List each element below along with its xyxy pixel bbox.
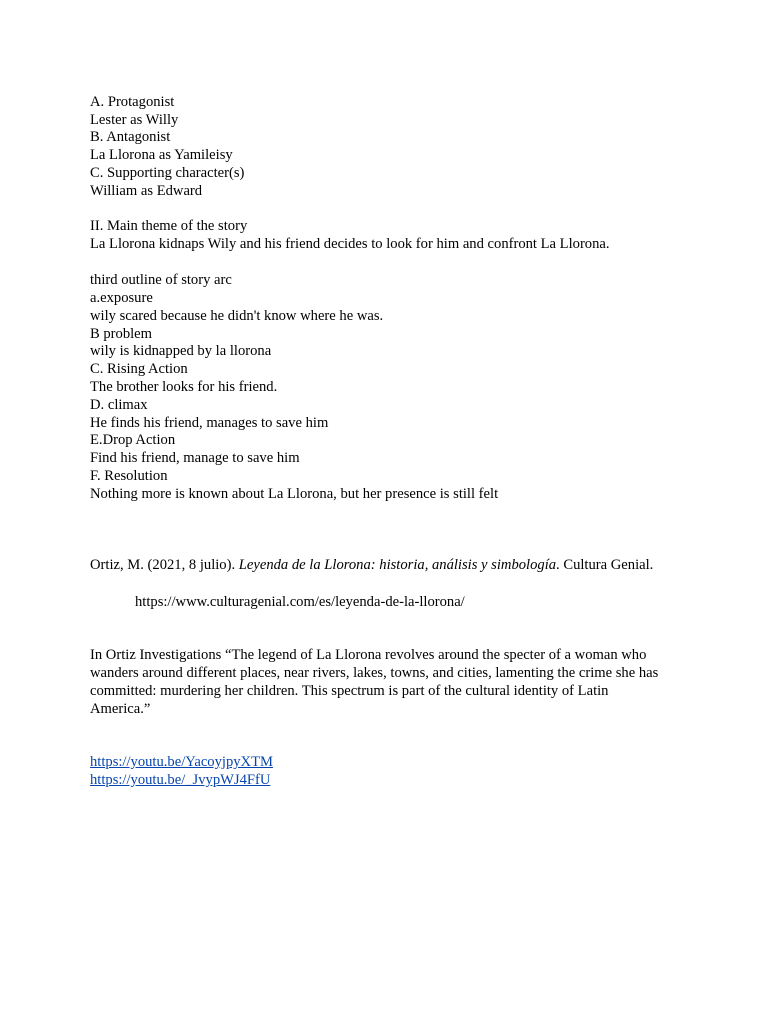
arc-resolution-text: Nothing more is known about La Llorona, but her presence is still felt — [90, 486, 499, 502]
theme-text: La Llorona kidnaps Wily and his friend decides to look for him and confront La Llorona. — [90, 236, 610, 252]
supporting-value: William as Edward — [90, 183, 203, 199]
arc-rising-heading: C. Rising Action — [90, 361, 188, 377]
protagonist-heading: A. Protagonist — [90, 94, 175, 110]
arc-problem-text: wily is kidnapped by la llorona — [90, 343, 272, 359]
citation — [90, 557, 653, 575]
arc-drop-text: Find his friend, manage to save him — [90, 450, 300, 466]
arc-exposure-text: wily scared because he didn't know where he was. — [90, 308, 384, 324]
supporting-heading: C. Supporting character(s) — [90, 165, 245, 181]
arc-climax-heading: D. climax — [90, 397, 148, 413]
antagonist-heading: B. Antagonist — [90, 129, 171, 145]
citation-prefix: Ortiz, M. (2021, 8 julio). — [90, 557, 239, 573]
arc-resolution-heading: F. Resolution — [90, 468, 168, 484]
quote-line-3: committed: murdering her children. This spectrum is part of the cultural identity of Latin — [90, 683, 609, 699]
citation-title: Leyenda de la Llorona: historia, análisis y simbología — [238, 557, 557, 573]
theme-heading: II. Main theme of the story — [90, 218, 248, 234]
citation-url: https://www.culturagenial.com/es/leyenda-de-la-llorona/ — [135, 594, 465, 610]
arc-problem-heading: B problem — [90, 326, 153, 342]
youtube-link-2[interactable]: https://youtu.be/_JvypWJ4FfU — [90, 772, 271, 788]
quote-line-4: America.” — [90, 701, 151, 717]
arc-rising-text: The brother looks for his friend. — [90, 379, 278, 395]
quote-line-2: wanders around different places, near rivers, lakes, towns, and cities, lamenting the crime she has — [90, 665, 659, 681]
antagonist-value: La Llorona as Yamileisy — [90, 147, 233, 163]
quote-line-1: In Ortiz Investigations “The legend of La Llorona revolves around the specter of a woman who — [90, 647, 647, 663]
arc-climax-text: He finds his friend, manages to save him — [90, 415, 329, 431]
youtube-link-1[interactable]: https://youtu.be/YacoyjpyXTM — [90, 754, 273, 770]
arc-exposure-heading: a.exposure — [90, 290, 153, 306]
arc-drop-heading: E.Drop Action — [90, 432, 176, 448]
protagonist-value: Lester as Willy — [90, 112, 179, 128]
arc-heading: third outline of story arc — [90, 272, 232, 288]
citation-suffix: . Cultura Genial. — [556, 557, 654, 573]
